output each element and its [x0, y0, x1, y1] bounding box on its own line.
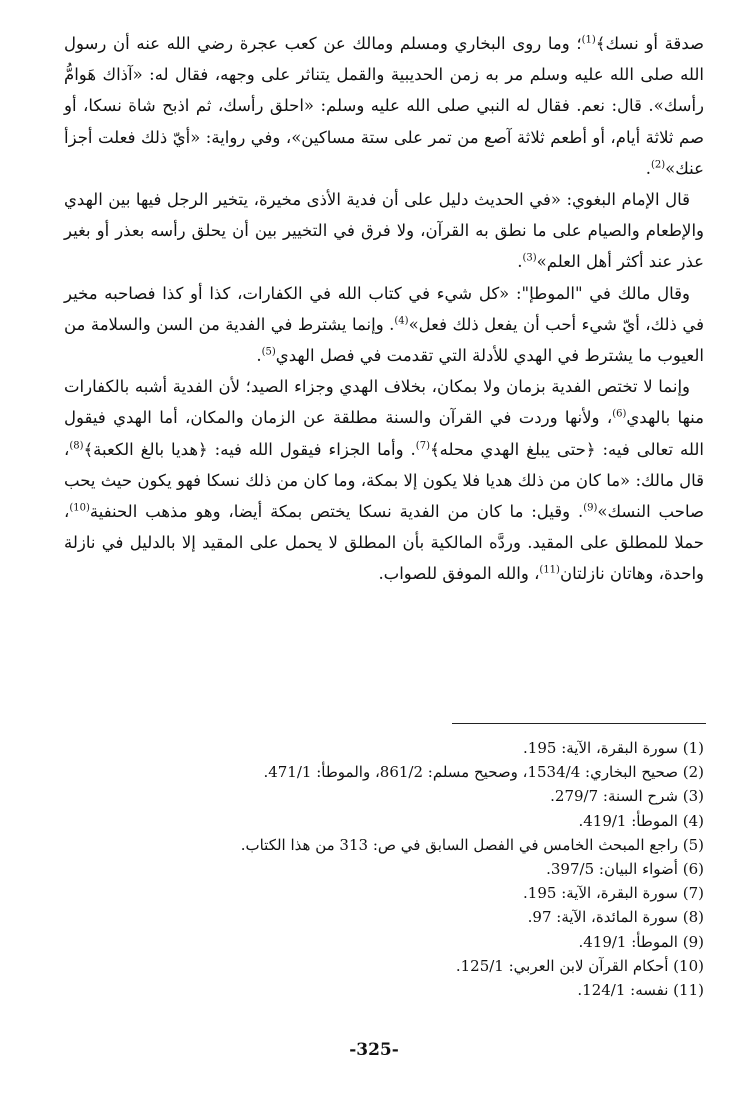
footnote-ref: (7) — [415, 440, 430, 452]
footnote-ref: (11) — [539, 564, 560, 576]
paragraph-text: . — [256, 346, 262, 366]
paragraph-2 — [64, 184, 704, 278]
paragraph-1 — [64, 28, 704, 184]
footnote-item: (3) شرح السنة: 279/7. — [550, 787, 704, 806]
footnote-item: (5) راجع المبحث الخامس في الفصل السابق في ص: 313 من هذا الكتاب. — [240, 835, 704, 854]
footnote-item: (10) أحكام القرآن لابن العربي: 125/1. — [455, 956, 704, 975]
footnote-item: (4) الموطأ: 419/1. — [578, 811, 704, 830]
footnote-ref: (3) — [522, 252, 537, 264]
paragraph-text: . وقيل: ما كان من الفدية نسكا يختص بمكة أيضا، وهو مذهب الحنفية — [89, 502, 584, 522]
page-number: -325- — [349, 1040, 399, 1060]
footnote-item: (7) سورة البقرة، الآية: 195. — [523, 884, 704, 903]
paragraph-text: وإنما لا تختص الفدية بزمان ولا بمكان، بخلاف الهدي وجزاء الصيد؛ لأن الفدية أشبه بالكفارات منها بالهدي — [64, 377, 704, 428]
footnote-item: (11) نفسه: 124/1. — [577, 981, 704, 1000]
paragraph-text: ، حملا للمطلق على المقيد. وردَّه المالكية بأن المطلق لا يحمل على المقيد إلا بالدليل في نازلة واحدة، وهاتان نازلتان — [64, 502, 704, 584]
footnote-ref: (9) — [583, 502, 598, 514]
footnote-ref: (8) — [69, 440, 84, 452]
footnote-ref: (1) — [581, 34, 596, 46]
footnote-item: (2) صحيح البخاري: 1534/4، وصحيح مسلم: 861/2، والموطأ: 471/1. — [263, 763, 704, 782]
footnote-item: (8) سورة المائدة، الآية: 97. — [527, 908, 704, 927]
paragraph-text: . — [645, 158, 651, 178]
footnote-item: (9) الموطأ: 419/1. — [578, 932, 704, 951]
footnote-separator — [452, 723, 706, 724]
footnote-ref: (2) — [650, 159, 666, 171]
paragraph-text: . وأما الجزاء فيقول الله فيه: ﴿هديا بالغ الكعبة﴾ — [83, 439, 416, 459]
paragraph-text: . وإنما يشترط في الفدية من السن والسلامة من العيوب ما يشترط في الهدي للأدلة التي تقدمت في فصل الهدي — [64, 314, 704, 366]
paragraph-4 — [64, 371, 704, 589]
paragraph-text: ، والله الموفق للصواب. — [378, 564, 540, 584]
paragraph-text: ؛ وما روى البخاري ومسلم ومالك عن كعب عجرة رضي الله عنه أن رسول الله صلى الله عليه وسلم مر به زمن الحديبية والقمل يتناثر على وجهه، فقال له: «آذاك هَوامُّ رأسك». قال: نعم. فقال له النبي صلى الله عليه وسلم: «احلق رأسك، ثم اذبح شاة نسكا، أو صم ثلاثة أيام، أو أطعم ثلاثة آصع من تمر على ستة مساكين»، وفي رواية: «أيّ ذلك فعلت أجزأ عنك» — [64, 34, 704, 178]
paragraph-3 — [64, 278, 704, 372]
footnote-item: (1) سورة البقرة، الآية: 195. — [523, 739, 704, 757]
paragraph-text: قال الإمام البغوي: «في الحديث دليل على أن فدية الأذى مخيرة، يتخير الرجل فيها بين الهدي والإطعام والصيام على ما نطق به القرآن، ولا فرق في التخيير بين أن يحلق رأسه بعذر أو بغير عذر عند أكثر أهل العلم» — [64, 190, 704, 272]
paragraph-text: وقال مالك في "الموطإ": «كل شيء في كتاب الله في الكفارات، كذا أو كذا فصاحبه مخير في ذلك، أيّ شيء أحب أن يفعل ذلك فعل» — [64, 283, 704, 334]
footnote-ref: (4) — [394, 315, 409, 327]
footnotes-list — [100, 736, 704, 1002]
footnote-ref: (5) — [261, 346, 276, 358]
main-text — [64, 28, 704, 590]
paragraph-text: ، قال مالك: «ما كان من ذلك هديا فلا يكون إلا بمكة، وما كان من ذلك نسكا فهو يكون حيث يحب صاحب النسك» — [64, 439, 704, 522]
paragraph-text: ، ولأنها وردت في القرآن والسنة مطلقة عن الزمان والمكان، أما الهدي فيقول الله تعالى فيه: ﴿حتى يبلغ الهدي محله﴾ — [64, 408, 704, 459]
paragraph-text: صدقة أو نسك﴾ — [595, 34, 704, 53]
paragraph-text: . — [517, 252, 523, 272]
footnote-ref: (6) — [612, 408, 627, 420]
footnote-item: (6) أضواء البيان: 397/5. — [546, 860, 704, 879]
footnote-ref: (10) — [69, 502, 90, 514]
